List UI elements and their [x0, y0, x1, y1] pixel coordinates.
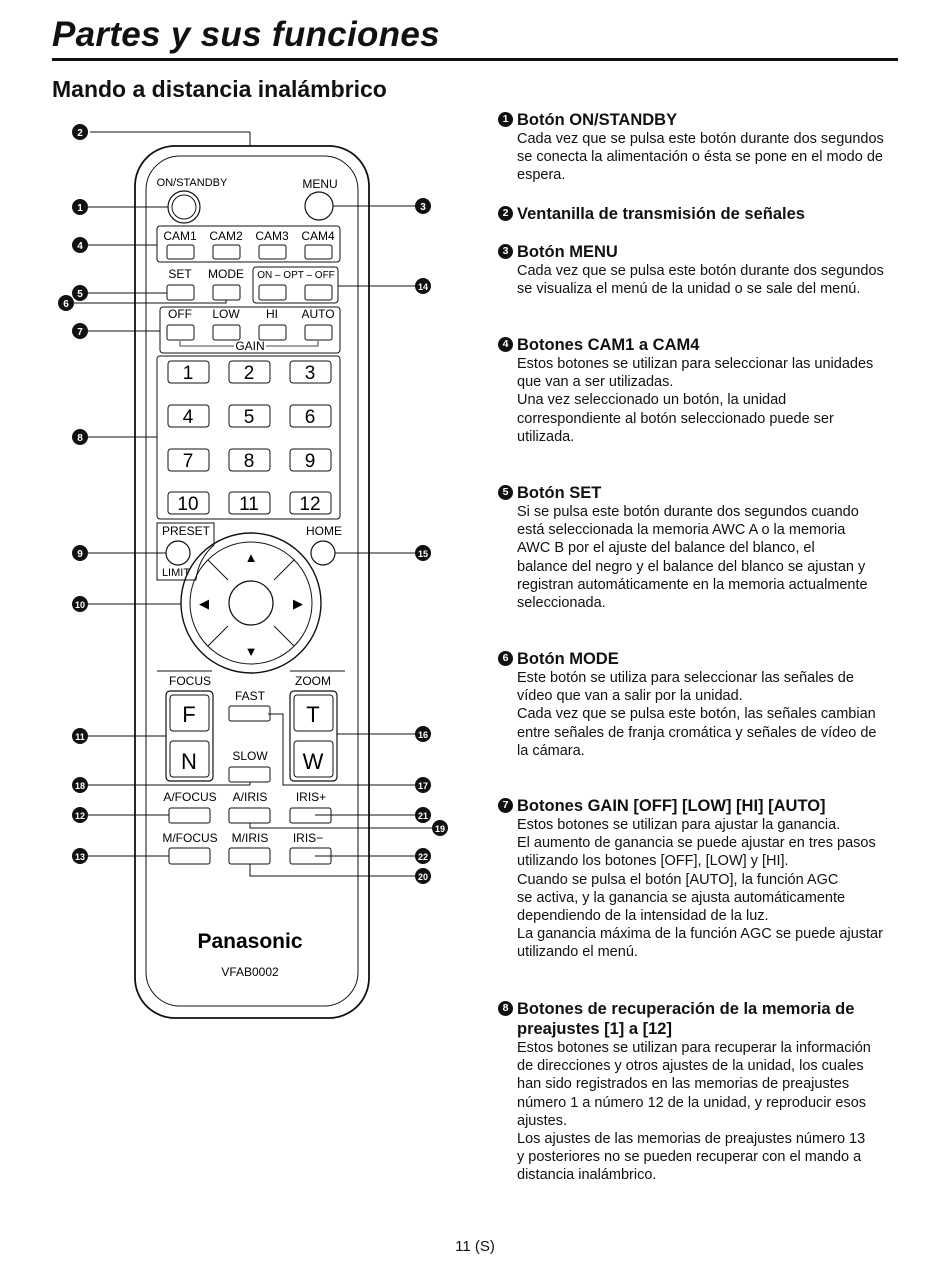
- entry-5: [498, 483, 908, 612]
- entry-title: Botones CAM1 a CAM4: [517, 336, 700, 354]
- down-arrow-icon[interactable]: ▼: [244, 644, 258, 659]
- mode-button[interactable]: [213, 285, 240, 300]
- gain-hi-label: HI: [266, 307, 278, 321]
- preset-4-label: 4: [182, 407, 194, 428]
- entry-title: Botones GAIN [OFF] [LOW] [HI] [AUTO]: [517, 797, 826, 815]
- preset-8-label: 8: [243, 451, 255, 472]
- callout-9: [72, 545, 88, 561]
- svg-text:15: 15: [417, 549, 429, 559]
- gain-off-label: OFF: [168, 307, 192, 321]
- svg-text:2: 2: [77, 128, 83, 139]
- page-subtitle: Mando a distancia inalámbrico: [52, 76, 387, 102]
- preset-2-label: 2: [243, 363, 255, 384]
- svg-text:4: 4: [77, 241, 83, 252]
- entry-2: [498, 204, 908, 224]
- svg-text:17: 17: [417, 781, 429, 791]
- entry-body: Estos botones se utilizan para ajustar la ganancia. El aumento de ganancia se puede ajustar en tres pasos utilizando los botones [OFF], [LOW] y [HI]. Cuando se pulsa el botón [AUTO], la función AGC se activa, y la ganancia se ajusta automáticamente dependiendo de la intensidad de la luz. La ganancia máxima de la función AGC se puede ajustar utilizando el menú.: [517, 817, 883, 961]
- entry-body: Cada vez que se pulsa este botón durante dos segundos se visualiza el menú de la unidad o se sale del menú.: [517, 263, 884, 298]
- zoom-t-label: T: [306, 702, 320, 727]
- svg-text:16: 16: [417, 730, 429, 740]
- preset-keypad: [168, 361, 331, 515]
- svg-text:5: 5: [77, 289, 83, 300]
- m-focus-label: M/FOCUS: [162, 831, 218, 845]
- gain-auto-button[interactable]: [305, 325, 332, 340]
- preset-6-label: 6: [304, 407, 316, 428]
- entry-body: Si se pulsa este botón durante dos segundos cuando está seleccionada la memoria AWC A o la memoria AWC B por el ajuste del balance del blanco, el balance del negro y el balance del blanco se ajustan y registran automáticamente en la memoria actualmente seleccionada.: [517, 504, 868, 612]
- page-title: Partes y sus funciones: [52, 14, 898, 61]
- entry-title: Botón ON/STANDBY: [517, 111, 678, 129]
- focus-f-label: F: [182, 702, 196, 727]
- callout-16: [415, 726, 431, 742]
- entry-body: Estos botones se utilizan para seleccionar las unidades que van a ser utilizadas. Una vez seleccionado un botón, la unidad correspondiente al botón seleccionado puede ser utilizada.: [517, 356, 874, 445]
- entry-6: [498, 649, 908, 760]
- on-standby-button[interactable]: [168, 191, 200, 223]
- svg-text:11: 11: [75, 732, 85, 742]
- entry-title: Botones de recuperación de la memoria de preajustes [1] a [12]: [517, 1000, 855, 1038]
- entry-4: [498, 335, 908, 446]
- callout-12: [72, 807, 88, 823]
- set-label: SET: [168, 267, 192, 281]
- svg-text:3: 3: [420, 202, 426, 213]
- entry-1: [498, 110, 908, 185]
- preset-5-label: 5: [243, 407, 255, 428]
- callout-18: [72, 777, 88, 793]
- entry-number-badge: 1: [498, 112, 513, 127]
- gain-auto-label: AUTO: [301, 307, 335, 321]
- callout-21: [415, 807, 431, 823]
- left-arrow-icon[interactable]: ◀: [199, 596, 209, 611]
- up-arrow-icon[interactable]: ▲: [244, 550, 258, 565]
- zoom-label: ZOOM: [295, 674, 331, 688]
- remote-control-diagram: [0, 0, 470, 1040]
- a-focus-label: A/FOCUS: [163, 790, 217, 804]
- m-focus-button[interactable]: [169, 848, 210, 864]
- right-arrow-icon[interactable]: ▶: [293, 596, 303, 611]
- direction-pad: [181, 533, 321, 673]
- menu-button[interactable]: [305, 192, 333, 220]
- focus-label: FOCUS: [169, 674, 211, 688]
- svg-text:21: 21: [417, 811, 429, 821]
- svg-text:14: 14: [417, 282, 429, 292]
- entry-number-badge: 3: [498, 244, 513, 259]
- callout-11: [72, 728, 88, 744]
- gain-hi-button[interactable]: [259, 325, 286, 340]
- slow-button[interactable]: [229, 767, 270, 782]
- callout-15: [415, 545, 431, 561]
- preset-label: PRESET: [161, 524, 211, 538]
- gain-off-button[interactable]: [167, 325, 194, 340]
- entry-number-badge: 7: [498, 798, 513, 813]
- mode-label: MODE: [208, 267, 244, 281]
- preset-12-label: 12: [299, 494, 321, 515]
- fast-button[interactable]: [229, 706, 270, 721]
- entry-title: Botón SET: [517, 484, 602, 502]
- svg-text:10: 10: [74, 600, 86, 610]
- entry-title: Botón MODE: [517, 650, 619, 668]
- svg-text:12: 12: [74, 811, 86, 821]
- a-iris-button[interactable]: [229, 808, 270, 823]
- callout-5: [72, 285, 88, 301]
- svg-text:7: 7: [77, 327, 83, 338]
- menu-label: MENU: [302, 177, 338, 191]
- entry-body: Estos botones se utilizan para recuperar la información de direcciones y otros ajustes de la unidad, los cuales han sido registrados en las memorias de preajustes número 1 a número 12 de la unidad, y reproducir esos ajustes. Los ajustes de las memorias de preajustes número 13 y posteriores no se pueden recuperar con el mando a distancia inalámbrico.: [517, 1040, 871, 1184]
- svg-text:9: 9: [77, 549, 83, 560]
- callout-4: [72, 237, 88, 253]
- callout-6: [58, 295, 74, 311]
- entry-7: [498, 796, 908, 962]
- svg-text:8: 8: [77, 433, 83, 444]
- svg-text:20: 20: [417, 872, 429, 882]
- preset-11-label: 11: [239, 494, 259, 515]
- cam4-button[interactable]: [305, 245, 332, 259]
- home-label: HOME: [306, 524, 342, 538]
- iris-plus-label: IRIS+: [295, 790, 327, 804]
- a-focus-button[interactable]: [169, 808, 210, 823]
- svg-text:18: 18: [74, 781, 86, 791]
- zoom-w-label: W: [302, 749, 324, 774]
- callout-7: [72, 323, 88, 339]
- svg-text:13: 13: [74, 852, 86, 862]
- focus-n-label: N: [181, 749, 197, 774]
- panasonic-logo: Panasonic: [197, 930, 303, 953]
- slow-label: SLOW: [232, 749, 268, 763]
- opt-label: ON – OPT – OFF: [257, 270, 335, 281]
- opt-on-button[interactable]: [259, 285, 286, 300]
- fast-label: FAST: [234, 689, 266, 703]
- callout-1: [72, 199, 88, 215]
- svg-text:19: 19: [434, 824, 446, 834]
- cam4-label: CAM4: [301, 229, 335, 243]
- gain-low-label: LOW: [212, 307, 240, 321]
- preset-limit-button[interactable]: [166, 541, 190, 565]
- preset-9-label: 9: [304, 451, 316, 472]
- set-button[interactable]: [167, 285, 194, 300]
- cam1-label: CAM1: [163, 229, 197, 243]
- callout-19: [432, 820, 448, 836]
- opt-off-button[interactable]: [305, 285, 332, 300]
- a-iris-label: A/IRIS: [232, 790, 268, 804]
- gain-low-button[interactable]: [213, 325, 240, 340]
- entry-title: Ventanilla de transmisión de señales: [517, 205, 805, 223]
- callout-13: [72, 848, 88, 864]
- entry-number-badge: 2: [498, 206, 513, 221]
- page-number: 11 (S): [455, 1238, 495, 1255]
- svg-text:1: 1: [77, 203, 83, 214]
- callout-8: [72, 429, 88, 445]
- preset-1-label: 1: [182, 363, 194, 384]
- callout-3: [415, 198, 431, 214]
- cam1-button[interactable]: [167, 245, 194, 259]
- entry-body: Cada vez que se pulsa este botón durante dos segundos se conecta la alimentación o ésta se pone en el modo de espera.: [517, 131, 884, 184]
- iris-minus-label: IRIS−: [292, 831, 324, 845]
- callout-17: [415, 777, 431, 793]
- entry-8: [498, 999, 908, 1185]
- preset-7-label: 7: [182, 451, 194, 472]
- callout-20: [415, 868, 431, 884]
- cam2-label: CAM2: [209, 229, 243, 243]
- entry-body: Este botón se utiliza para seleccionar las señales de vídeo que van a salir por la unidad. Cada vez que se pulsa este botón, las señales cambian entre señales de franja cromática y señales de vídeo de la cámara.: [517, 670, 877, 759]
- callout-2: [72, 124, 88, 140]
- limit-label: LIMIT: [161, 567, 191, 579]
- svg-text:22: 22: [417, 852, 429, 862]
- gain-label: GAIN: [235, 339, 265, 353]
- preset-3-label: 3: [304, 363, 316, 384]
- entry-number-badge: 8: [498, 1001, 513, 1016]
- cam3-label: CAM3: [255, 229, 289, 243]
- svg-text:6: 6: [63, 299, 69, 310]
- entry-title: Botón MENU: [517, 243, 618, 261]
- on-standby-label: ON/STANDBY: [156, 177, 228, 189]
- callout-22: [415, 848, 431, 864]
- callout-10: [72, 596, 88, 612]
- entry-3: [498, 242, 908, 298]
- callout-14: [415, 278, 431, 294]
- model-number: VFAB0002: [221, 965, 279, 979]
- entry-number-badge: 6: [498, 651, 513, 666]
- cam2-button[interactable]: [213, 245, 240, 259]
- entry-number-badge: 5: [498, 485, 513, 500]
- dpad-center-button[interactable]: [229, 581, 273, 625]
- m-iris-label: M/IRIS: [231, 831, 269, 845]
- m-iris-button[interactable]: [229, 848, 270, 864]
- home-button[interactable]: [311, 541, 335, 565]
- preset-10-label: 10: [177, 494, 199, 515]
- cam3-button[interactable]: [259, 245, 286, 259]
- entry-number-badge: 4: [498, 337, 513, 352]
